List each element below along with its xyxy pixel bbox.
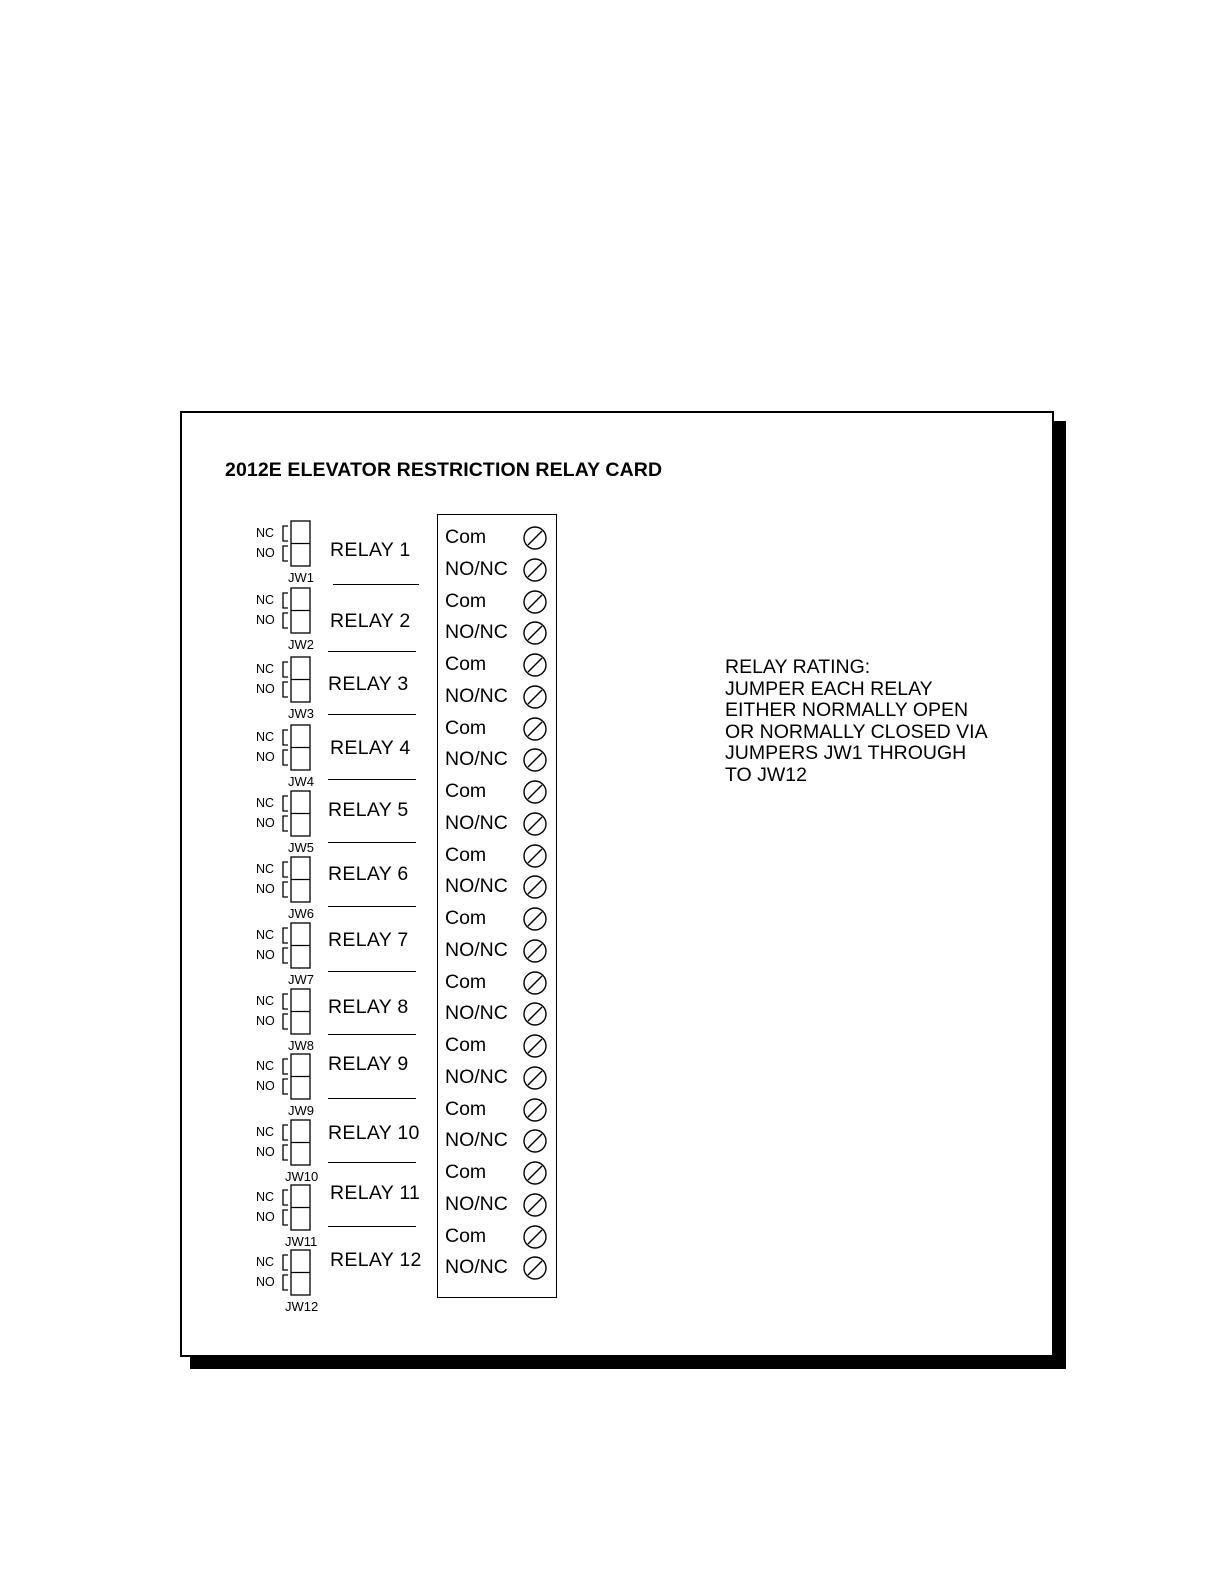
relay-divider [328, 1226, 416, 1227]
nc-label: NC [256, 994, 275, 1008]
jumper-code: JW3 [288, 706, 314, 721]
nonc-terminal-label: NO/NC [445, 938, 508, 961]
jumper-block[interactable] [280, 520, 314, 568]
relay-label: RELAY 11 [330, 1182, 421, 1204]
nc-label: NC [256, 526, 275, 540]
com-terminal-label: Com [445, 907, 487, 929]
no-label: NO [256, 1079, 275, 1093]
no-label: NO [256, 1145, 275, 1159]
screw-terminal-icon[interactable] [521, 556, 549, 584]
com-terminal-label: Com [445, 1161, 487, 1183]
relay-label: RELAY 4 [330, 737, 411, 759]
no-label: NO [256, 816, 275, 830]
relay-label: RELAY 9 [328, 1053, 409, 1075]
rating-line: TO JW12 [725, 763, 807, 786]
relay-label: RELAY 6 [328, 863, 409, 885]
com-terminal-label: Com [445, 1034, 487, 1056]
jumper-code: JW8 [288, 1038, 314, 1053]
screw-terminal-icon[interactable] [521, 937, 549, 965]
relay-label: RELAY 1 [330, 539, 411, 561]
nc-label: NC [256, 662, 275, 676]
jumper-code: JW5 [288, 840, 314, 855]
jumper-code: JW2 [288, 637, 314, 652]
screw-terminal-icon[interactable] [521, 746, 549, 774]
nonc-terminal-label: NO/NC [445, 875, 508, 898]
no-label: NO [256, 1275, 275, 1289]
rating-line: RELAY RATING: [725, 656, 871, 678]
relay-divider [328, 971, 416, 972]
jumper-block[interactable] [280, 1184, 314, 1232]
screw-terminal-icon[interactable] [521, 1127, 549, 1155]
relay-label: RELAY 10 [328, 1122, 420, 1144]
no-label: NO [256, 1210, 275, 1224]
relay-divider [328, 906, 416, 907]
relay-divider [328, 714, 416, 715]
nonc-terminal-label: NO/NC [445, 557, 508, 580]
nc-label: NC [256, 1190, 275, 1204]
rating-line: EITHER NORMALLY OPEN [725, 699, 969, 722]
nc-label: NC [256, 1059, 275, 1073]
com-terminal-label: Com [445, 716, 487, 739]
relay-divider [328, 779, 416, 780]
rating-line: OR NORMALLY CLOSED VIA [725, 720, 988, 743]
screw-terminal-icon[interactable] [521, 1254, 549, 1282]
relay-divider [328, 1034, 416, 1035]
com-terminal-label: Com [445, 970, 487, 993]
jumper-code: JW7 [288, 972, 314, 987]
rating-line: JUMPERS JW1 THROUGH [725, 742, 967, 765]
screw-terminal-icon[interactable] [521, 683, 549, 711]
rating-line: JUMPER EACH RELAY [725, 677, 933, 700]
relay-label: RELAY 3 [328, 673, 409, 695]
com-terminal-label: Com [445, 1097, 487, 1120]
screw-terminal-icon[interactable] [521, 651, 549, 679]
com-terminal-label: Com [445, 589, 487, 612]
nc-label: NC [256, 928, 275, 942]
jumper-block[interactable] [280, 856, 314, 904]
nonc-terminal-label: NO/NC [445, 684, 508, 707]
nonc-terminal-label: NO/NC [445, 1065, 508, 1088]
jumper-code: JW1 [288, 570, 314, 585]
no-label: NO [256, 750, 275, 764]
jumper-code: JW4 [288, 774, 314, 789]
no-label: NO [256, 1014, 275, 1028]
screw-terminal-icon[interactable] [521, 905, 549, 933]
no-label: NO [256, 682, 275, 696]
nonc-terminal-label: NO/NC [445, 1129, 508, 1152]
screw-terminal-icon[interactable] [521, 524, 549, 552]
relay-divider [328, 842, 416, 843]
screw-terminal-icon[interactable] [521, 1159, 549, 1187]
screw-terminal-icon[interactable] [521, 873, 549, 901]
jumper-code: JW9 [288, 1103, 314, 1118]
screw-terminal-icon[interactable] [521, 778, 549, 806]
nonc-terminal-label: NO/NC [445, 1256, 508, 1279]
relay-rating-note [725, 657, 988, 787]
screw-terminal-icon[interactable] [521, 715, 549, 743]
relay-label: RELAY 8 [328, 996, 409, 1018]
no-label: NO [256, 948, 275, 962]
nonc-terminal-label: NO/NC [445, 1002, 508, 1025]
jumper-block[interactable] [280, 922, 314, 970]
jumper-code: JW10 [285, 1169, 319, 1184]
relay-label: RELAY 12 [330, 1249, 422, 1271]
nc-label: NC [256, 593, 275, 607]
nonc-terminal-label: NO/NC [445, 811, 508, 834]
card-title: 2012E ELEVATOR RESTRICTION RELAY CARD [225, 459, 663, 481]
com-terminal-label: Com [445, 843, 487, 866]
jumper-block[interactable] [280, 656, 314, 704]
jumper-block[interactable] [280, 790, 314, 838]
relay-divider [328, 1162, 416, 1163]
jumper-block[interactable] [280, 587, 314, 635]
screw-terminal-icon[interactable] [521, 969, 549, 997]
com-terminal-label: Com [445, 780, 487, 802]
jumper-code: JW6 [288, 906, 314, 921]
jumper-block[interactable] [280, 724, 314, 772]
nc-label: NC [256, 730, 275, 744]
screw-terminal-icon[interactable] [521, 810, 549, 838]
com-terminal-label: Com [445, 653, 487, 675]
nc-label: NC [256, 1255, 275, 1269]
relay-label: RELAY 2 [330, 610, 411, 632]
screw-terminal-icon[interactable] [521, 1032, 549, 1060]
relay-label: RELAY 5 [328, 799, 409, 821]
jumper-code: JW12 [285, 1299, 319, 1314]
screw-terminal-icon[interactable] [521, 1000, 549, 1028]
relay-divider [333, 584, 419, 585]
jumper-block[interactable] [280, 1053, 314, 1101]
screw-terminal-icon[interactable] [521, 1064, 549, 1092]
screw-terminal-icon[interactable] [521, 1223, 549, 1251]
relay-label: RELAY 7 [328, 929, 409, 951]
no-label: NO [256, 613, 275, 627]
com-terminal-label: Com [445, 1224, 487, 1247]
relay-divider [328, 651, 416, 652]
screw-terminal-icon[interactable] [521, 588, 549, 616]
com-terminal-label: Com [445, 526, 487, 548]
screw-terminal-icon[interactable] [521, 619, 549, 647]
screw-terminal-icon[interactable] [521, 842, 549, 870]
nc-label: NC [256, 1125, 275, 1139]
nc-label: NC [256, 796, 275, 810]
nc-label: NC [256, 862, 275, 876]
jumper-block[interactable] [280, 988, 314, 1036]
nonc-terminal-label: NO/NC [445, 1192, 508, 1215]
nonc-terminal-label: NO/NC [445, 748, 508, 771]
screw-terminal-icon[interactable] [521, 1096, 549, 1124]
jumper-code: JW11 [285, 1234, 318, 1249]
nonc-terminal-label: NO/NC [445, 621, 508, 644]
relay-divider [328, 1098, 416, 1099]
no-label: NO [256, 546, 275, 560]
jumper-block[interactable] [280, 1249, 314, 1297]
no-label: NO [256, 882, 275, 896]
screw-terminal-icon[interactable] [521, 1191, 549, 1219]
jumper-block[interactable] [280, 1119, 314, 1167]
